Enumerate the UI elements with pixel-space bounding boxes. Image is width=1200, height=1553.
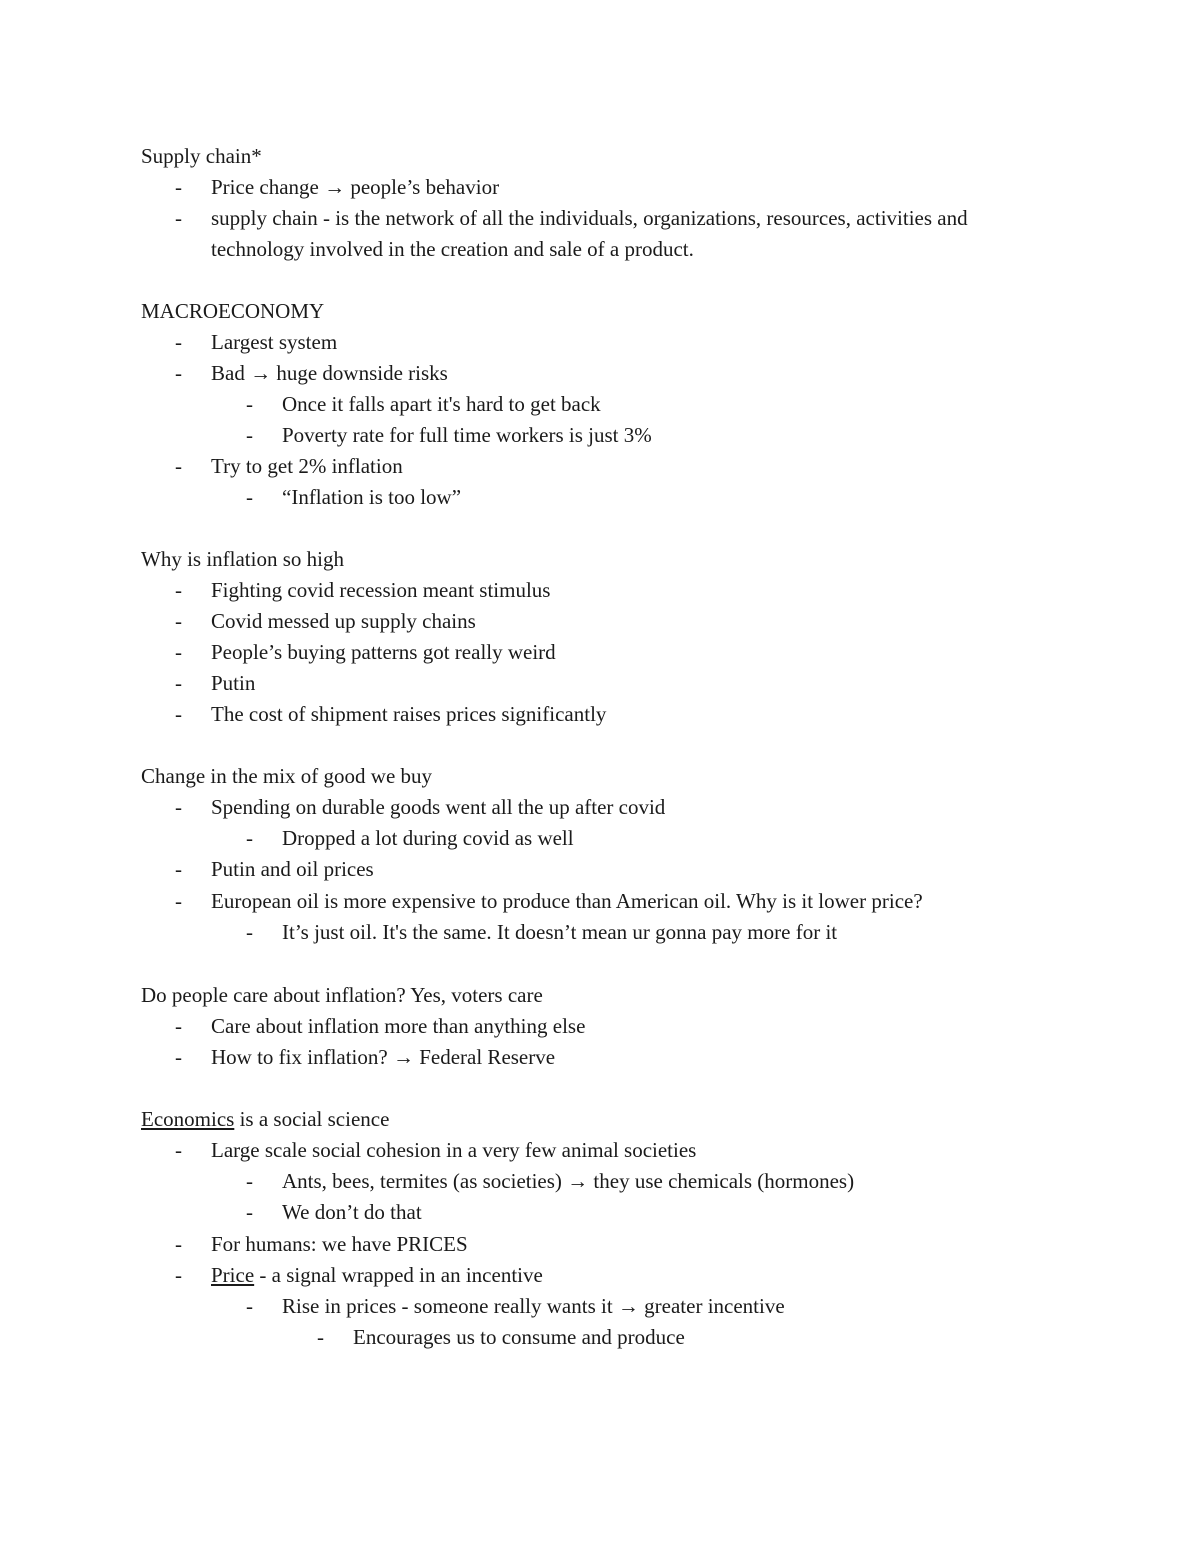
sub-list-item-text: “Inflation is too low”	[282, 485, 462, 509]
bullet-dash: -	[175, 1045, 182, 1069]
list-item-text: Large scale social cohesion in a very few animal societies	[211, 1138, 697, 1162]
bullet-dash: -	[175, 175, 182, 199]
list-item-text: People’s buying patterns got really weird	[211, 640, 556, 664]
list-item-text: Covid messed up supply chains	[211, 609, 476, 633]
bullet-dash: -	[175, 330, 182, 354]
sub-list-item-text: Poverty rate for full time workers is just 3%	[282, 423, 652, 447]
list-item-text: Price change → people’s behavior	[211, 175, 500, 199]
bullet-dash: -	[246, 423, 253, 447]
heading-text: Why is inflation so high	[141, 547, 344, 571]
list-item-rest: - a signal wrapped in an incentive	[254, 1263, 543, 1287]
bullet-dash: -	[246, 920, 253, 944]
list-item-text: Largest system	[211, 330, 338, 354]
bullet-dash: -	[175, 1014, 182, 1038]
list-item-text: Spending on durable goods went all the up after covid	[211, 795, 666, 819]
bullet-dash: -	[175, 206, 182, 230]
bullet-dash: -	[175, 609, 182, 633]
sub-list-item-text: It’s just oil. It's the same. It doesn’t mean ur gonna pay more for it	[282, 920, 838, 944]
bullet-dash: -	[246, 1294, 253, 1318]
list-item-text: Care about inflation more than anything else	[211, 1014, 586, 1038]
bullet-dash: -	[175, 889, 182, 913]
bullet-dash: -	[246, 826, 253, 850]
bullet-dash: -	[175, 454, 182, 478]
list-item-text: European oil is more expensive to produce than American oil. Why is it lower price?	[211, 889, 923, 913]
heading-text: MACROECONOMY	[141, 299, 325, 323]
list-item-text: Fighting covid recession meant stimulus	[211, 578, 551, 602]
list-item-text: Bad → huge downside risks	[211, 361, 448, 385]
bullet-dash: -	[246, 392, 253, 416]
list-item-text: Putin and oil prices	[211, 857, 374, 881]
bullet-dash: -	[175, 578, 182, 602]
heading-rest: is a social science	[234, 1107, 390, 1131]
bullet-dash: -	[175, 640, 182, 664]
bullet-dash: -	[175, 702, 182, 726]
bullet-dash: -	[175, 671, 182, 695]
sub-list-item-text: Once it falls apart it's hard to get back	[282, 392, 601, 416]
bullet-dash: -	[246, 1200, 253, 1224]
underlined-term: Economics	[141, 1107, 235, 1131]
bullet-dash: -	[175, 1232, 182, 1256]
bullet-dash: -	[317, 1325, 324, 1349]
list-item-text	[211, 1260, 1041, 1291]
sub-list-item-text: Ants, bees, termites (as societies) → they use chemicals (hormones)	[282, 1169, 855, 1193]
heading-text	[141, 1104, 389, 1135]
heading-text: Supply chain*	[141, 144, 262, 168]
bullet-dash: -	[246, 1169, 253, 1193]
list-item-text: supply chain - is the network of all the individuals, organizations, resources, activities and technology involved in the creation and sale of a product.	[211, 206, 968, 261]
bullet-dash: -	[175, 795, 182, 819]
sub-sub-list-item-text: Encourages us to consume and produce	[353, 1325, 685, 1349]
bullet-dash: -	[175, 361, 182, 385]
heading-text: Do people care about inflation? Yes, voters care	[141, 983, 543, 1007]
list-item-text: The cost of shipment raises prices significantly	[211, 702, 607, 726]
list-item-text: Try to get 2% inflation	[211, 454, 403, 478]
list-item-text: Putin	[211, 671, 256, 695]
list-item-text: For humans: we have PRICES	[211, 1232, 468, 1256]
list-item-text: How to fix inflation? → Federal Reserve	[211, 1045, 556, 1069]
sub-list-item-text: Dropped a lot during covid as well	[282, 826, 574, 850]
underlined-term: Price	[211, 1263, 255, 1287]
sub-list-item-text: Rise in prices - someone really wants it → greater incentive	[282, 1294, 785, 1318]
sub-list-item-text: We don’t do that	[282, 1200, 422, 1224]
bullet-dash: -	[175, 1263, 182, 1287]
bullet-dash: -	[175, 857, 182, 881]
bullet-dash: -	[175, 1138, 182, 1162]
bullet-dash: -	[246, 485, 253, 509]
heading-text: Change in the mix of good we buy	[141, 764, 433, 788]
